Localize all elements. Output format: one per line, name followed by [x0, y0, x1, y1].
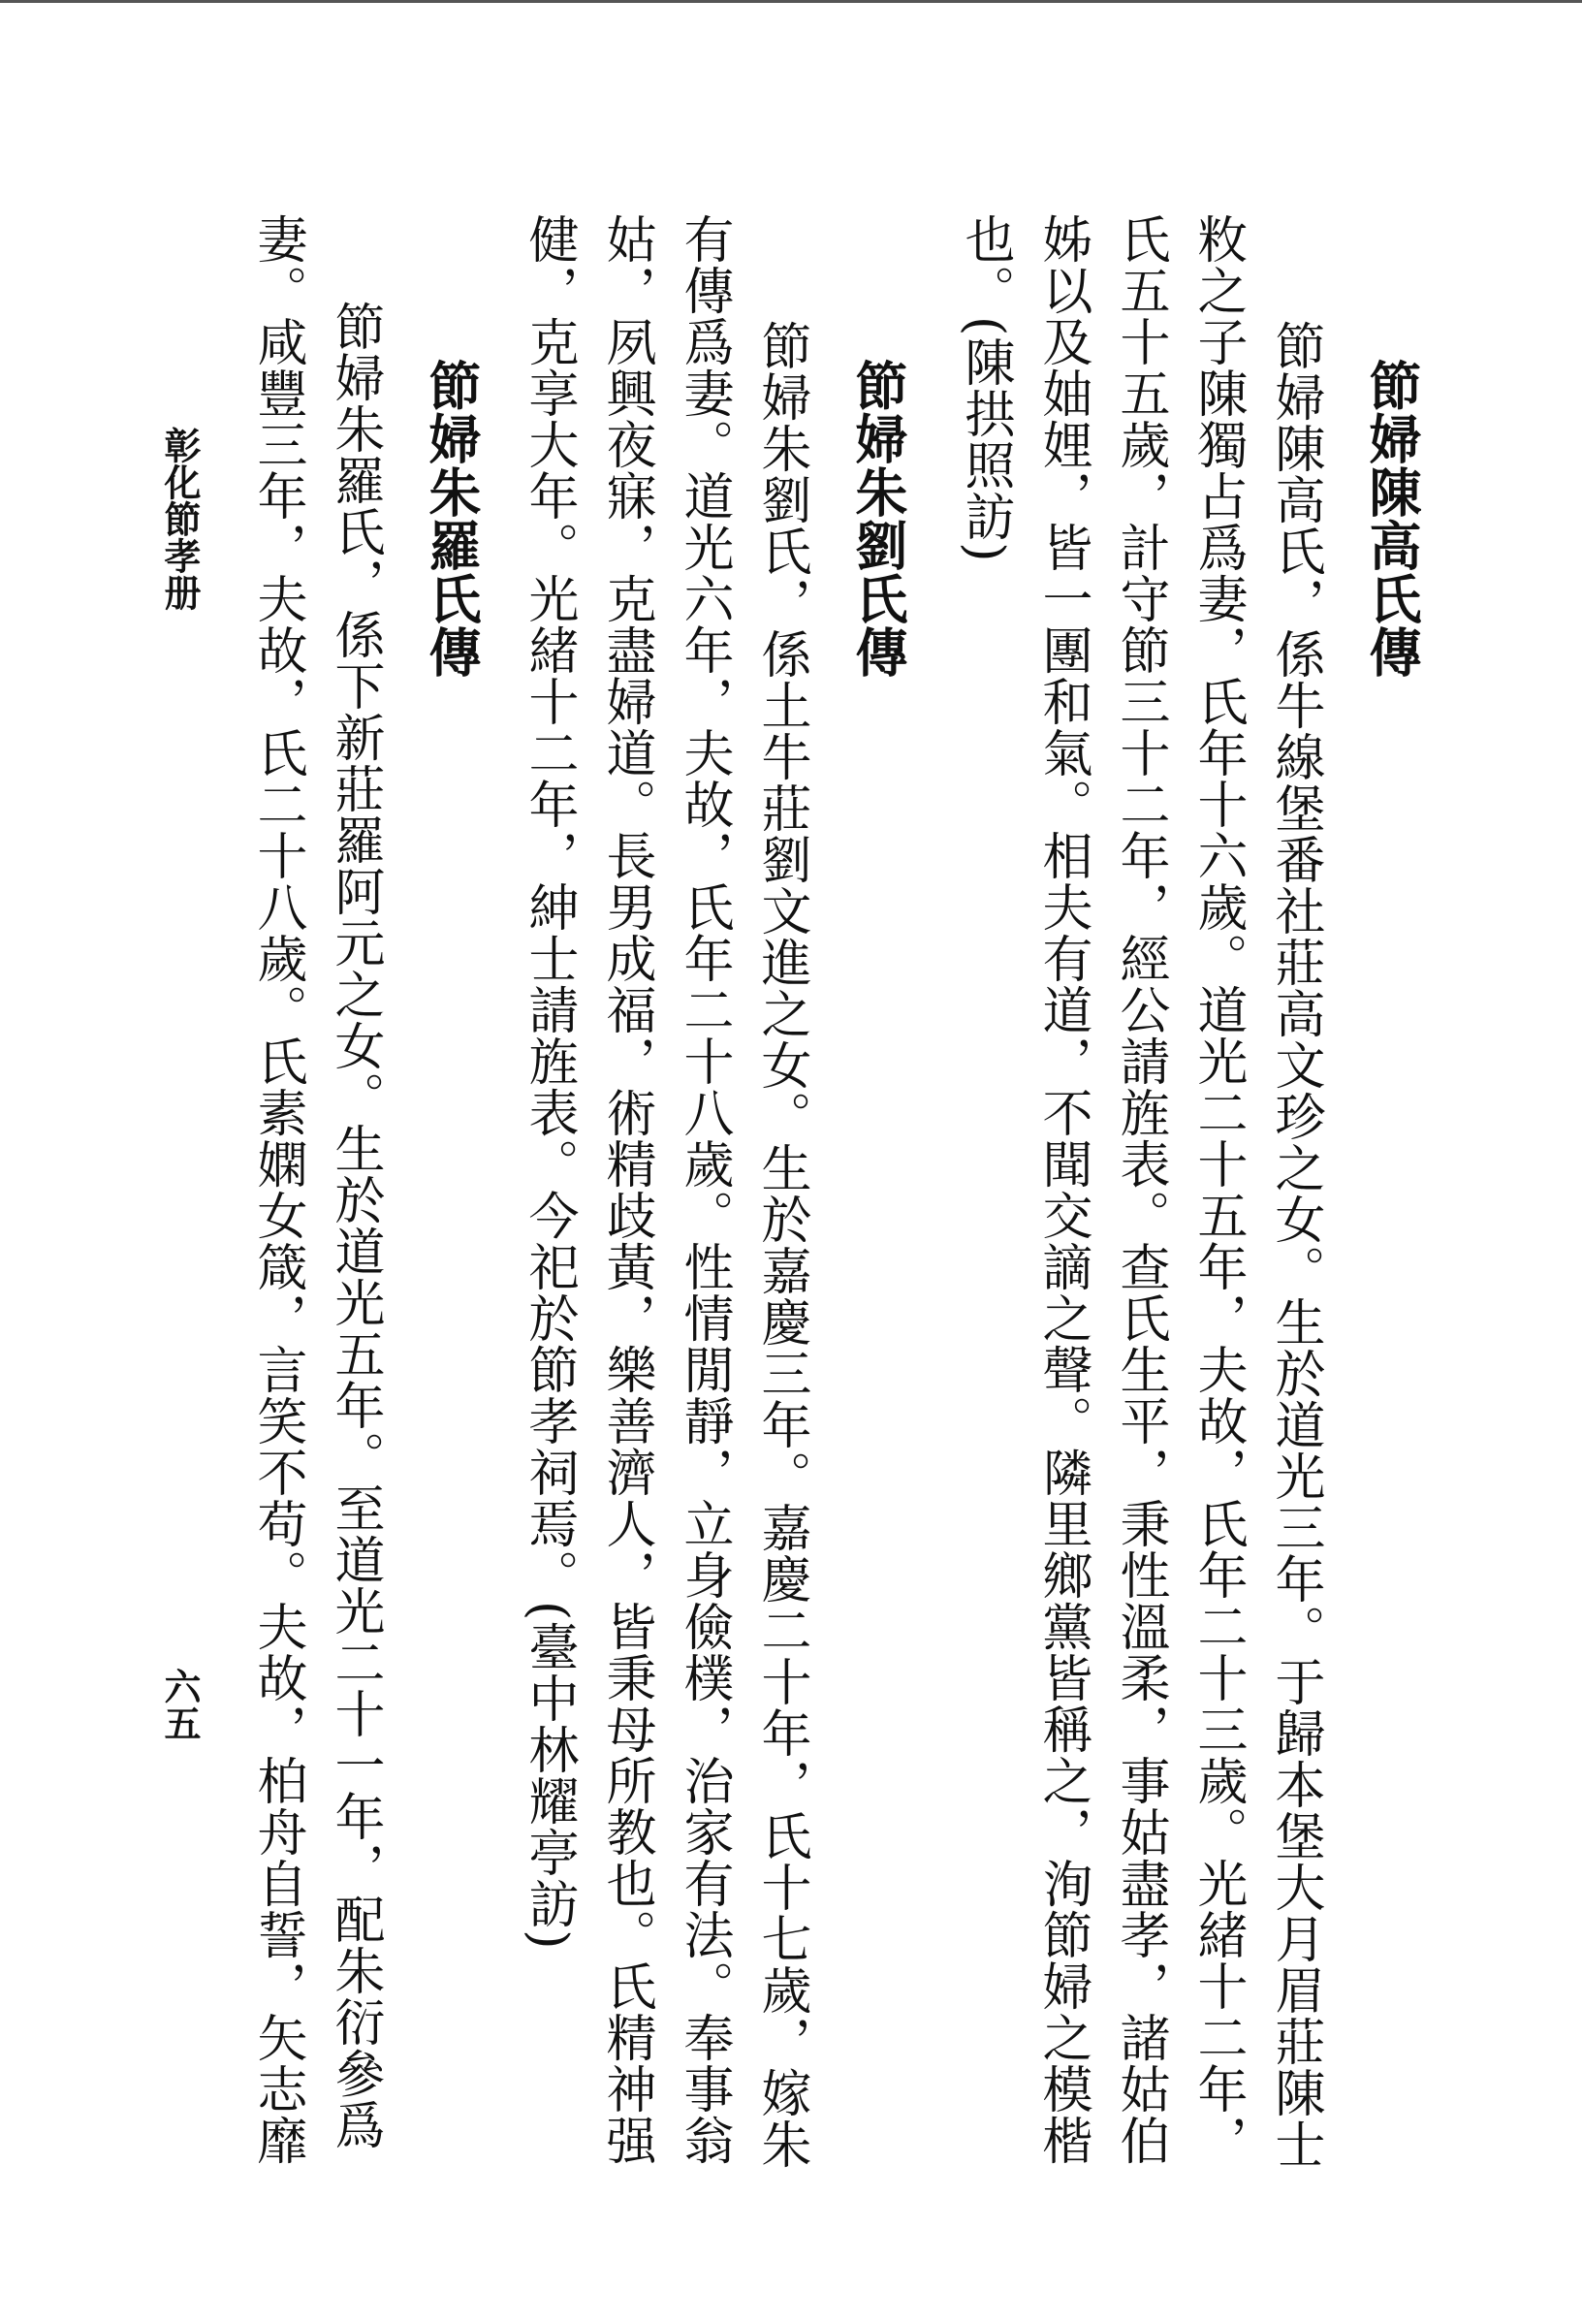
text-line: 敉之子陳獨占爲妻，氏年十六歲。道光二十五年，夫故，氏年二十三歲。光緒十二年，: [1188, 213, 1247, 2166]
text-line: 氏五十五歲，計守節三十二年，經公請旌表。查氏生平，秉性溫柔，事姑盡孝，諸姑伯: [1111, 213, 1169, 2166]
book-title: 彰化節孝册: [158, 427, 202, 611]
text-line: 節婦陳高氏，係牛線堡番社莊高文珍之女。生於道光三年。于歸本堡大月眉莊陳士: [1266, 320, 1324, 2170]
section-title: 節婦朱劉氏傳: [847, 359, 909, 679]
text-line: 節婦朱羅氏，係下新莊羅阿元之女。生於道光五年。至道光二十一年，配朱衍參爲: [326, 301, 384, 2150]
top-border-line: [0, 0, 1582, 3]
text-line: 姑，夙興夜寐，克盡婦道。長男成福，術精歧黃，樂善濟人，皆秉母所教也。氏精神强: [597, 213, 655, 2166]
page-number: 六五: [158, 1668, 202, 1741]
section-title: 節婦陳高氏傳: [1361, 359, 1423, 679]
section-title: 節婦朱羅氏傳: [421, 359, 483, 679]
text-line: 也。(陳拱照訪): [956, 213, 1014, 563]
text-line: 姊以及妯娌，皆一團和氣。相夫有道，不聞交謫之聲。隣里鄉黨皆稱之，洵節婦之模楷: [1033, 213, 1092, 2166]
text-line: 妻。咸豐三年，夫故，氏二十八歲。氏素嫻女箴，言笑不苟。夫故，柏舟自誓，矢志靡: [248, 213, 306, 2166]
text-line: 有傳爲妻。道光六年，夫故，氏年二十八歲。性情閒靜，立身儉樸，治家有法。奉事翁: [675, 213, 733, 2166]
text-line: 節婦朱劉氏，係土牛莊劉文進之女。生於嘉慶三年。嘉慶二十年，氏十七歲，嫁朱: [752, 320, 810, 2170]
text-line: 健，克享大年。光緒十二年，紳士請旌表。今祀於節孝祠焉。(臺中林耀亭訪): [520, 213, 578, 1951]
